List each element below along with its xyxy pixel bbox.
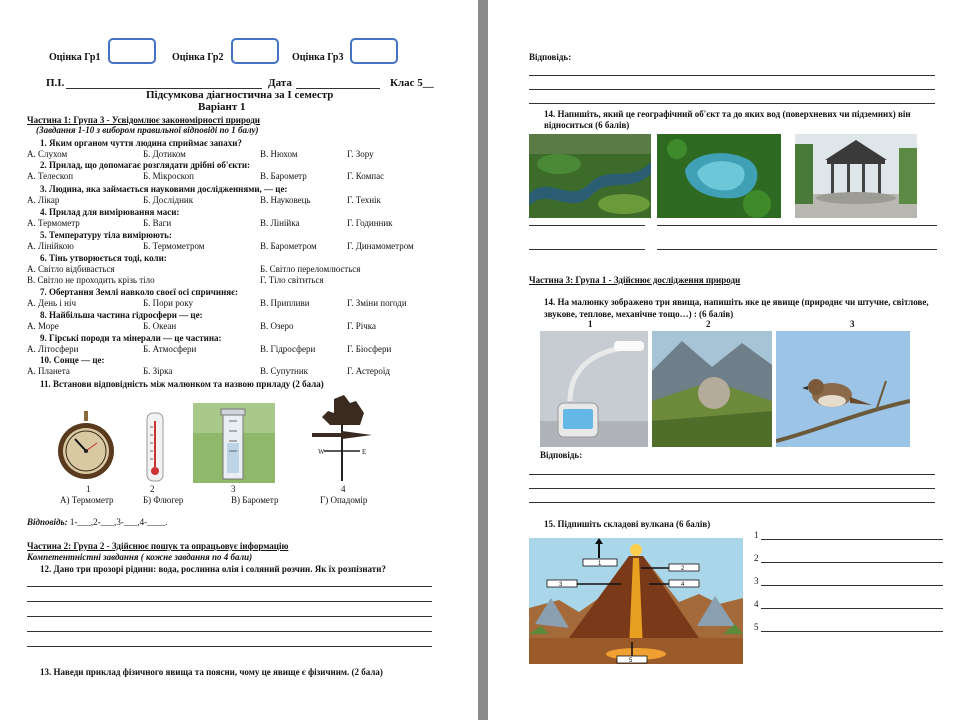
question-3-option-d[interactable]: Г. Технік: [347, 195, 381, 205]
question-6-text: 6. Тінь утворюється тоді, коли:: [40, 253, 167, 263]
class-label: Клас 5__: [390, 77, 434, 89]
q15-text: 15. Підпишіть складові вулкана (6 балів): [544, 519, 711, 529]
right-page: [488, 0, 960, 720]
question-2-option-b[interactable]: Б. Мікроскоп: [143, 171, 194, 181]
question-3-option-a[interactable]: А. Лікар: [27, 195, 60, 205]
q15-item-number: 1: [754, 530, 759, 540]
q14b-answer-line[interactable]: [529, 502, 935, 503]
q15-answer-line[interactable]: [761, 608, 943, 609]
question-4-option-a[interactable]: А. Термометр: [27, 218, 80, 228]
q15-answer-line[interactable]: [761, 585, 943, 586]
question-2-option-d[interactable]: Г. Компас: [347, 171, 385, 181]
q14a-answer-line-2[interactable]: [529, 249, 645, 250]
question-10-text: 10. Сонце — це:: [40, 355, 105, 365]
question-6-option-b[interactable]: Б. Світло переломлюється: [260, 264, 361, 274]
question-9-option-c[interactable]: В. Гідросфери: [260, 344, 316, 354]
question-2-option-a[interactable]: А. Телескоп: [27, 171, 74, 181]
q14b-number-1: 1: [588, 319, 593, 329]
boulder-image: [652, 331, 772, 447]
q11-answer-label: Відповідь:: [27, 517, 68, 527]
date-label: Дата: [268, 77, 292, 89]
question-3-option-b[interactable]: Б. Дослідник: [143, 195, 194, 205]
q12-text: 12. Дано три прозорі рідини: вода, рослинна олія і соляний розчин. Як їх розпізнати?: [40, 564, 386, 574]
question-1-text: 1. Яким органом чуття людина сприймає запахи?: [40, 138, 242, 148]
q11-answer[interactable]: [27, 517, 167, 527]
q14a-answer-line-2b[interactable]: [657, 249, 937, 250]
question-10-option-b[interactable]: Б. Зірка: [143, 366, 173, 376]
part1-title: Частина 1: Група 3 - Усвідомлює закономірності природи: [27, 115, 260, 125]
question-4-option-d[interactable]: Г. Годинник: [347, 218, 393, 228]
volcano-label-2: 2: [681, 566, 685, 572]
question-6-option-c[interactable]: В. Світло не проходить крізь тіло: [27, 275, 155, 285]
q12-answer-line[interactable]: [27, 586, 432, 587]
q11-text: 11. Встанови відповідність між малюнком та назвою приладу (2 бала): [40, 379, 324, 389]
q15-answer-line[interactable]: [761, 539, 943, 540]
question-5-option-d[interactable]: Г. Динамометром: [347, 241, 414, 251]
q11-number-4: 4: [341, 484, 346, 494]
q11-option-a: А) Термометр: [60, 495, 114, 505]
answer-line[interactable]: [529, 75, 935, 76]
part1-subtitle: (Завдання 1-10 з вибором правильної відповіді по 1 балу): [36, 125, 259, 135]
question-8-option-b[interactable]: Б. Океан: [143, 321, 177, 331]
volcano-label-1: 1: [598, 561, 602, 567]
question-7-option-c[interactable]: В. Припливи: [260, 298, 310, 308]
question-7-text: 7. Обертання Землі навколо своєї осі спричиняє:: [40, 287, 239, 297]
question-10-option-c[interactable]: В. Супутник: [260, 366, 309, 376]
page-gutter: [478, 0, 488, 720]
grade-label-1: Оцінка Гр1: [49, 52, 101, 63]
rain-gauge-image: [193, 403, 275, 483]
question-1-option-b[interactable]: Б. Дотиком: [143, 149, 186, 159]
q11-number-3: 3: [231, 484, 236, 494]
q14b-text: 14. На малюнку зображено три явища, напишіть яке це явище (природнє чи штучне, світлове, звукове, теплове, механічне тощо…) : (6 балів): [544, 297, 929, 319]
q14b-number-3: 3: [850, 319, 855, 329]
question-3-option-c[interactable]: В. Науковець: [260, 195, 311, 205]
question-5-option-a[interactable]: А. Лінійкою: [27, 241, 74, 251]
thermometer-image: [145, 411, 165, 483]
q12-answer-line[interactable]: [27, 646, 432, 647]
volcano-label-4: 4: [681, 582, 685, 588]
question-5-option-b[interactable]: Б. Термометром: [143, 241, 205, 251]
grade-label-2: Оцінка Гр2: [172, 52, 224, 63]
question-3-text: 3. Людина, яка займається науковими дослідженнями, — це:: [40, 184, 288, 194]
answer-label: Відповідь:: [529, 52, 572, 62]
question-9-text: 9. Гірські породи та мінерали — це частина:: [40, 333, 222, 343]
q14b-answer-line[interactable]: [529, 488, 935, 489]
left-page: [0, 0, 478, 720]
answer-line[interactable]: [529, 89, 935, 90]
question-7-option-b[interactable]: Б. Пори року: [143, 298, 193, 308]
volcano-label-3: 3: [559, 582, 563, 588]
question-5-option-c[interactable]: В. Барометром: [260, 241, 317, 251]
question-9-option-d[interactable]: Г. Біосфери: [347, 344, 392, 354]
volcano-diagram: [529, 538, 743, 664]
lamp-image: [540, 331, 648, 447]
question-2-text: 2. Прилад, що допомагає розглядати дрібні об'єкти:: [40, 160, 251, 170]
question-8-option-d[interactable]: Г. Річка: [347, 321, 376, 331]
q11-number-1: 1: [86, 484, 91, 494]
part2-subtitle: Компетентністні завдання ( кожне завдання по 4 бали): [27, 552, 253, 562]
question-1-option-a[interactable]: А. Слухом: [27, 149, 68, 159]
test-title: Підсумкова діагностична за І семестр: [146, 89, 334, 101]
grade-label-3: Оцінка Гр3: [292, 52, 344, 63]
question-1-option-d[interactable]: Г. Зору: [347, 149, 374, 159]
question-2-option-c[interactable]: В. Барометр: [260, 171, 307, 181]
q14b-answer-line[interactable]: [529, 474, 935, 475]
question-6-option-d[interactable]: Г. Тіло світиться: [260, 275, 324, 285]
q15-answer-line[interactable]: [761, 562, 943, 563]
q13-text: 13. Наведи приклад фізичного явища та поясни, чому це явище є фізичним. (2 бала): [40, 667, 383, 677]
answer-line[interactable]: [529, 103, 935, 104]
grade-box-1[interactable]: [108, 38, 156, 64]
q11-option-c: В) Барометр: [231, 495, 279, 505]
q12-answer-line[interactable]: [27, 601, 432, 602]
q15-item-number: 2: [754, 553, 759, 563]
q14a-text: 14. Напишіть, який це географічний об'єкт та до яких вод (поверхневих чи підземних) він відноситься (6 балів): [544, 109, 911, 130]
q12-answer-line[interactable]: [27, 616, 432, 617]
variant-title: Варіант 1: [198, 101, 246, 113]
lake-image: [657, 134, 781, 218]
barometer-image: [57, 411, 115, 483]
q14b-number-2: 2: [706, 319, 711, 329]
q15-answer-line[interactable]: [761, 631, 943, 632]
weathervane-image: [304, 393, 380, 483]
question-10-option-d[interactable]: Г. Астероїд: [347, 366, 390, 376]
question-8-text: 8. Найбільша частина гідросфери — це:: [40, 310, 203, 320]
q15-item-number: 3: [754, 576, 759, 586]
bird-image: [776, 331, 910, 447]
grade-box-2[interactable]: [231, 38, 279, 64]
question-5-text: 5. Температуру тіла вимірюють:: [40, 230, 172, 240]
grade-box-3[interactable]: [350, 38, 398, 64]
q14a-answer-line-1b[interactable]: [657, 225, 937, 226]
volcano-label-5: 5: [629, 658, 633, 664]
answer-label-2: Відповідь:: [540, 450, 583, 460]
q15-item-number: 4: [754, 599, 759, 609]
q12-answer-line[interactable]: [27, 631, 432, 632]
q11-answer-blanks: 1-___,2-___,3-___,4-____.: [69, 517, 168, 527]
part2-title: Частина 2: Група 2 - Здійснює пошук та опрацьовує інформацію: [27, 541, 289, 551]
name-label: П.І.: [46, 77, 65, 89]
question-4-option-c[interactable]: В. Лінійка: [260, 218, 300, 228]
q11-number-2: 2: [150, 484, 155, 494]
part3-title: Частина 3: Група 1 - Здійснює дослідження природи: [529, 275, 741, 285]
question-4-text: 4. Прилад для вимірювання маси:: [40, 207, 180, 217]
question-9-option-b[interactable]: Б. Атмосфери: [143, 344, 197, 354]
question-4-option-b[interactable]: Б. Ваги: [143, 218, 172, 228]
svg-text:W: W: [318, 448, 325, 456]
q11-option-d: Г) Опадомір: [320, 495, 368, 505]
question-9-option-a[interactable]: А. Літосфери: [27, 344, 79, 354]
question-7-option-a[interactable]: А. День і ніч: [27, 298, 77, 308]
question-8-option-c[interactable]: В. Озеро: [260, 321, 294, 331]
question-1-option-c[interactable]: В. Нюхом: [260, 149, 298, 159]
question-7-option-d[interactable]: Г. Зміни погоди: [347, 298, 407, 308]
river-image: [529, 134, 651, 218]
question-10-option-a[interactable]: А. Планета: [27, 366, 70, 376]
question-8-option-a[interactable]: А. Море: [27, 321, 59, 331]
q15-item-number: 5: [754, 622, 759, 632]
svg-text:E: E: [362, 448, 367, 456]
question-6-option-a[interactable]: А. Світло відбивається: [27, 264, 115, 274]
q11-option-b: Б) Флюгер: [143, 495, 184, 505]
gazebo-image: [795, 134, 917, 218]
q14a-answer-line-1[interactable]: [529, 225, 645, 226]
